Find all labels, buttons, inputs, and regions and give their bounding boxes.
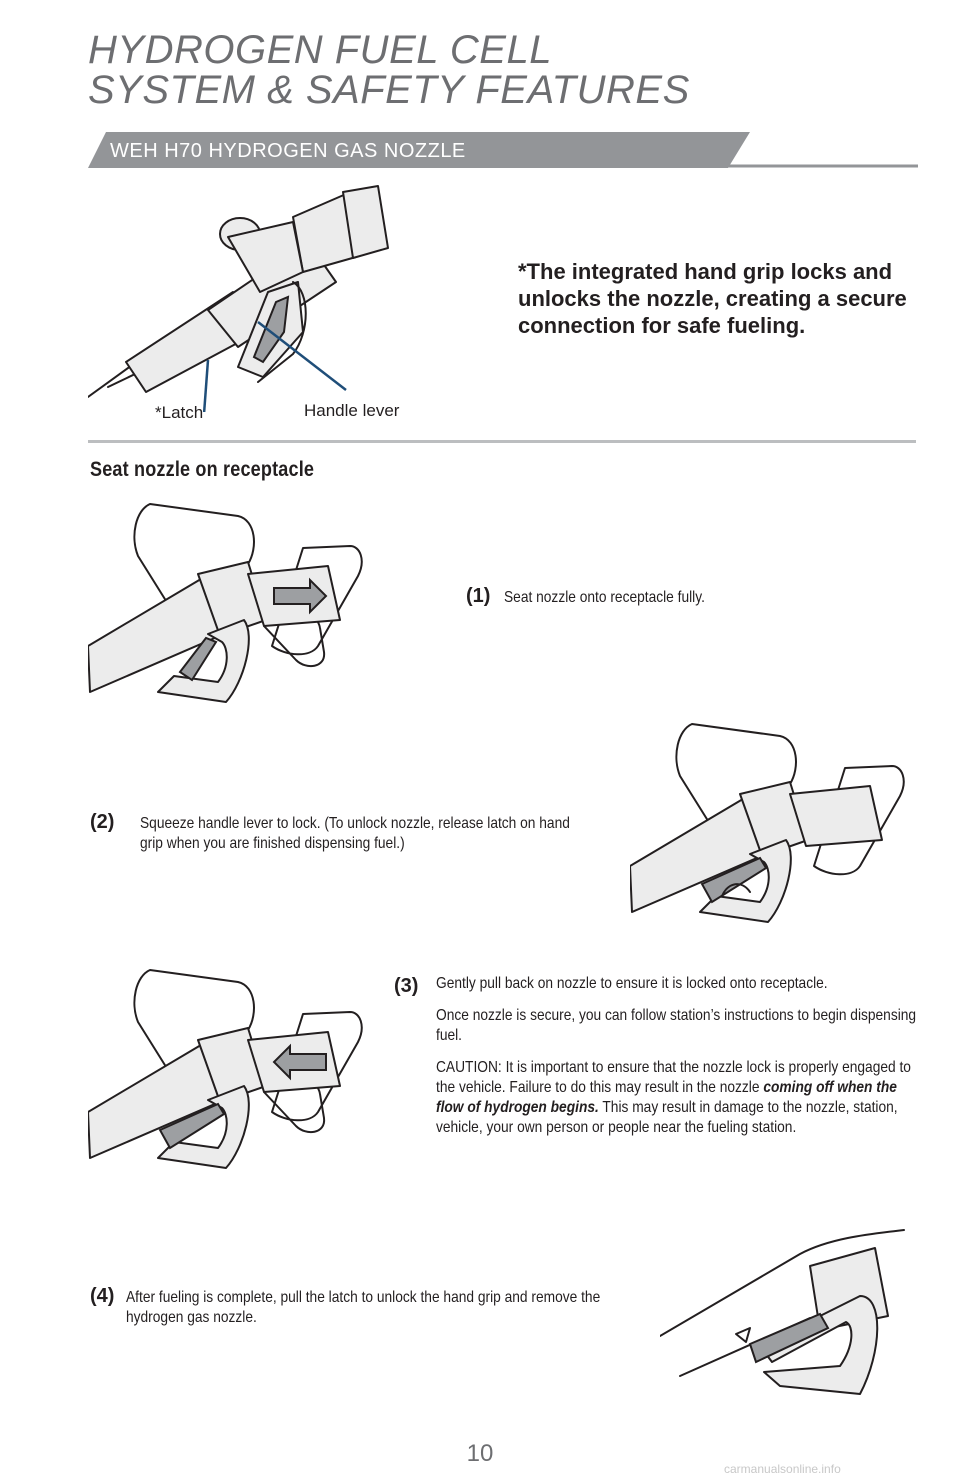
page-title-line1: HYDROGEN FUEL CELL xyxy=(88,28,552,72)
watermark: carmanualsonline.info xyxy=(724,1462,841,1476)
section-banner-label: WEH H70 HYDROGEN GAS NOZZLE xyxy=(110,140,466,162)
step-1-number: (1) xyxy=(466,585,491,607)
hand-grip-callout: *The integrated hand grip locks and unlocks the nozzle, creating a secure connection for safe fueling. xyxy=(518,259,907,338)
step-3-caution xyxy=(436,1058,926,1138)
handle-lever-label: Handle lever xyxy=(304,401,400,420)
step-2-text: Squeeze handle lever to lock. (To unlock nozzle, release latch on hand grip when you are finished dispensing fuel.) xyxy=(140,815,570,852)
page-title-line2: SYSTEM & SAFETY FEATURES xyxy=(88,68,690,112)
step-3-caution-emphasis: coming off when the flow of hydrogen begins. xyxy=(436,1079,897,1116)
step2-illustration xyxy=(630,716,916,940)
step-3-caution-post: This may result in damage to the nozzle, station, vehicle, your own person or people near the fueling station. xyxy=(436,1099,898,1136)
nozzle-illustration xyxy=(88,182,418,412)
step-4 xyxy=(90,1286,620,1346)
step-2-number: (2) xyxy=(90,811,115,833)
page-title xyxy=(88,30,690,110)
step4-illustration xyxy=(660,1226,916,1420)
latch-label: *Latch xyxy=(155,403,204,422)
section-heading: Seat nozzle on receptacle xyxy=(90,458,315,481)
step-3-text: Gently pull back on nozzle to ensure it is locked onto receptacle. xyxy=(436,975,828,992)
step-4-number: (4) xyxy=(90,1285,115,1307)
step1-illustration xyxy=(88,496,378,718)
step3-illustration xyxy=(88,962,378,1188)
page-number: 10 xyxy=(466,1440,494,1467)
step-2 xyxy=(90,812,590,872)
step-3-caution-pre: CAUTION: It is important to ensure that the nozzle lock is properly engaged to the vehicle. Failure to do this may result in the nozzle xyxy=(436,1059,911,1096)
step-4-text: After fueling is complete, pull the latch to unlock the hand grip and remove the hydrogen gas nozzle. xyxy=(126,1289,601,1326)
step-3-number: (3) xyxy=(394,975,419,997)
section-divider xyxy=(88,440,916,443)
step-3-para2: Once nozzle is secure, you can follow station’s instructions to begin dispensing fuel. xyxy=(436,1007,917,1044)
step-1-text: Seat nozzle onto receptacle fully. xyxy=(504,589,705,606)
